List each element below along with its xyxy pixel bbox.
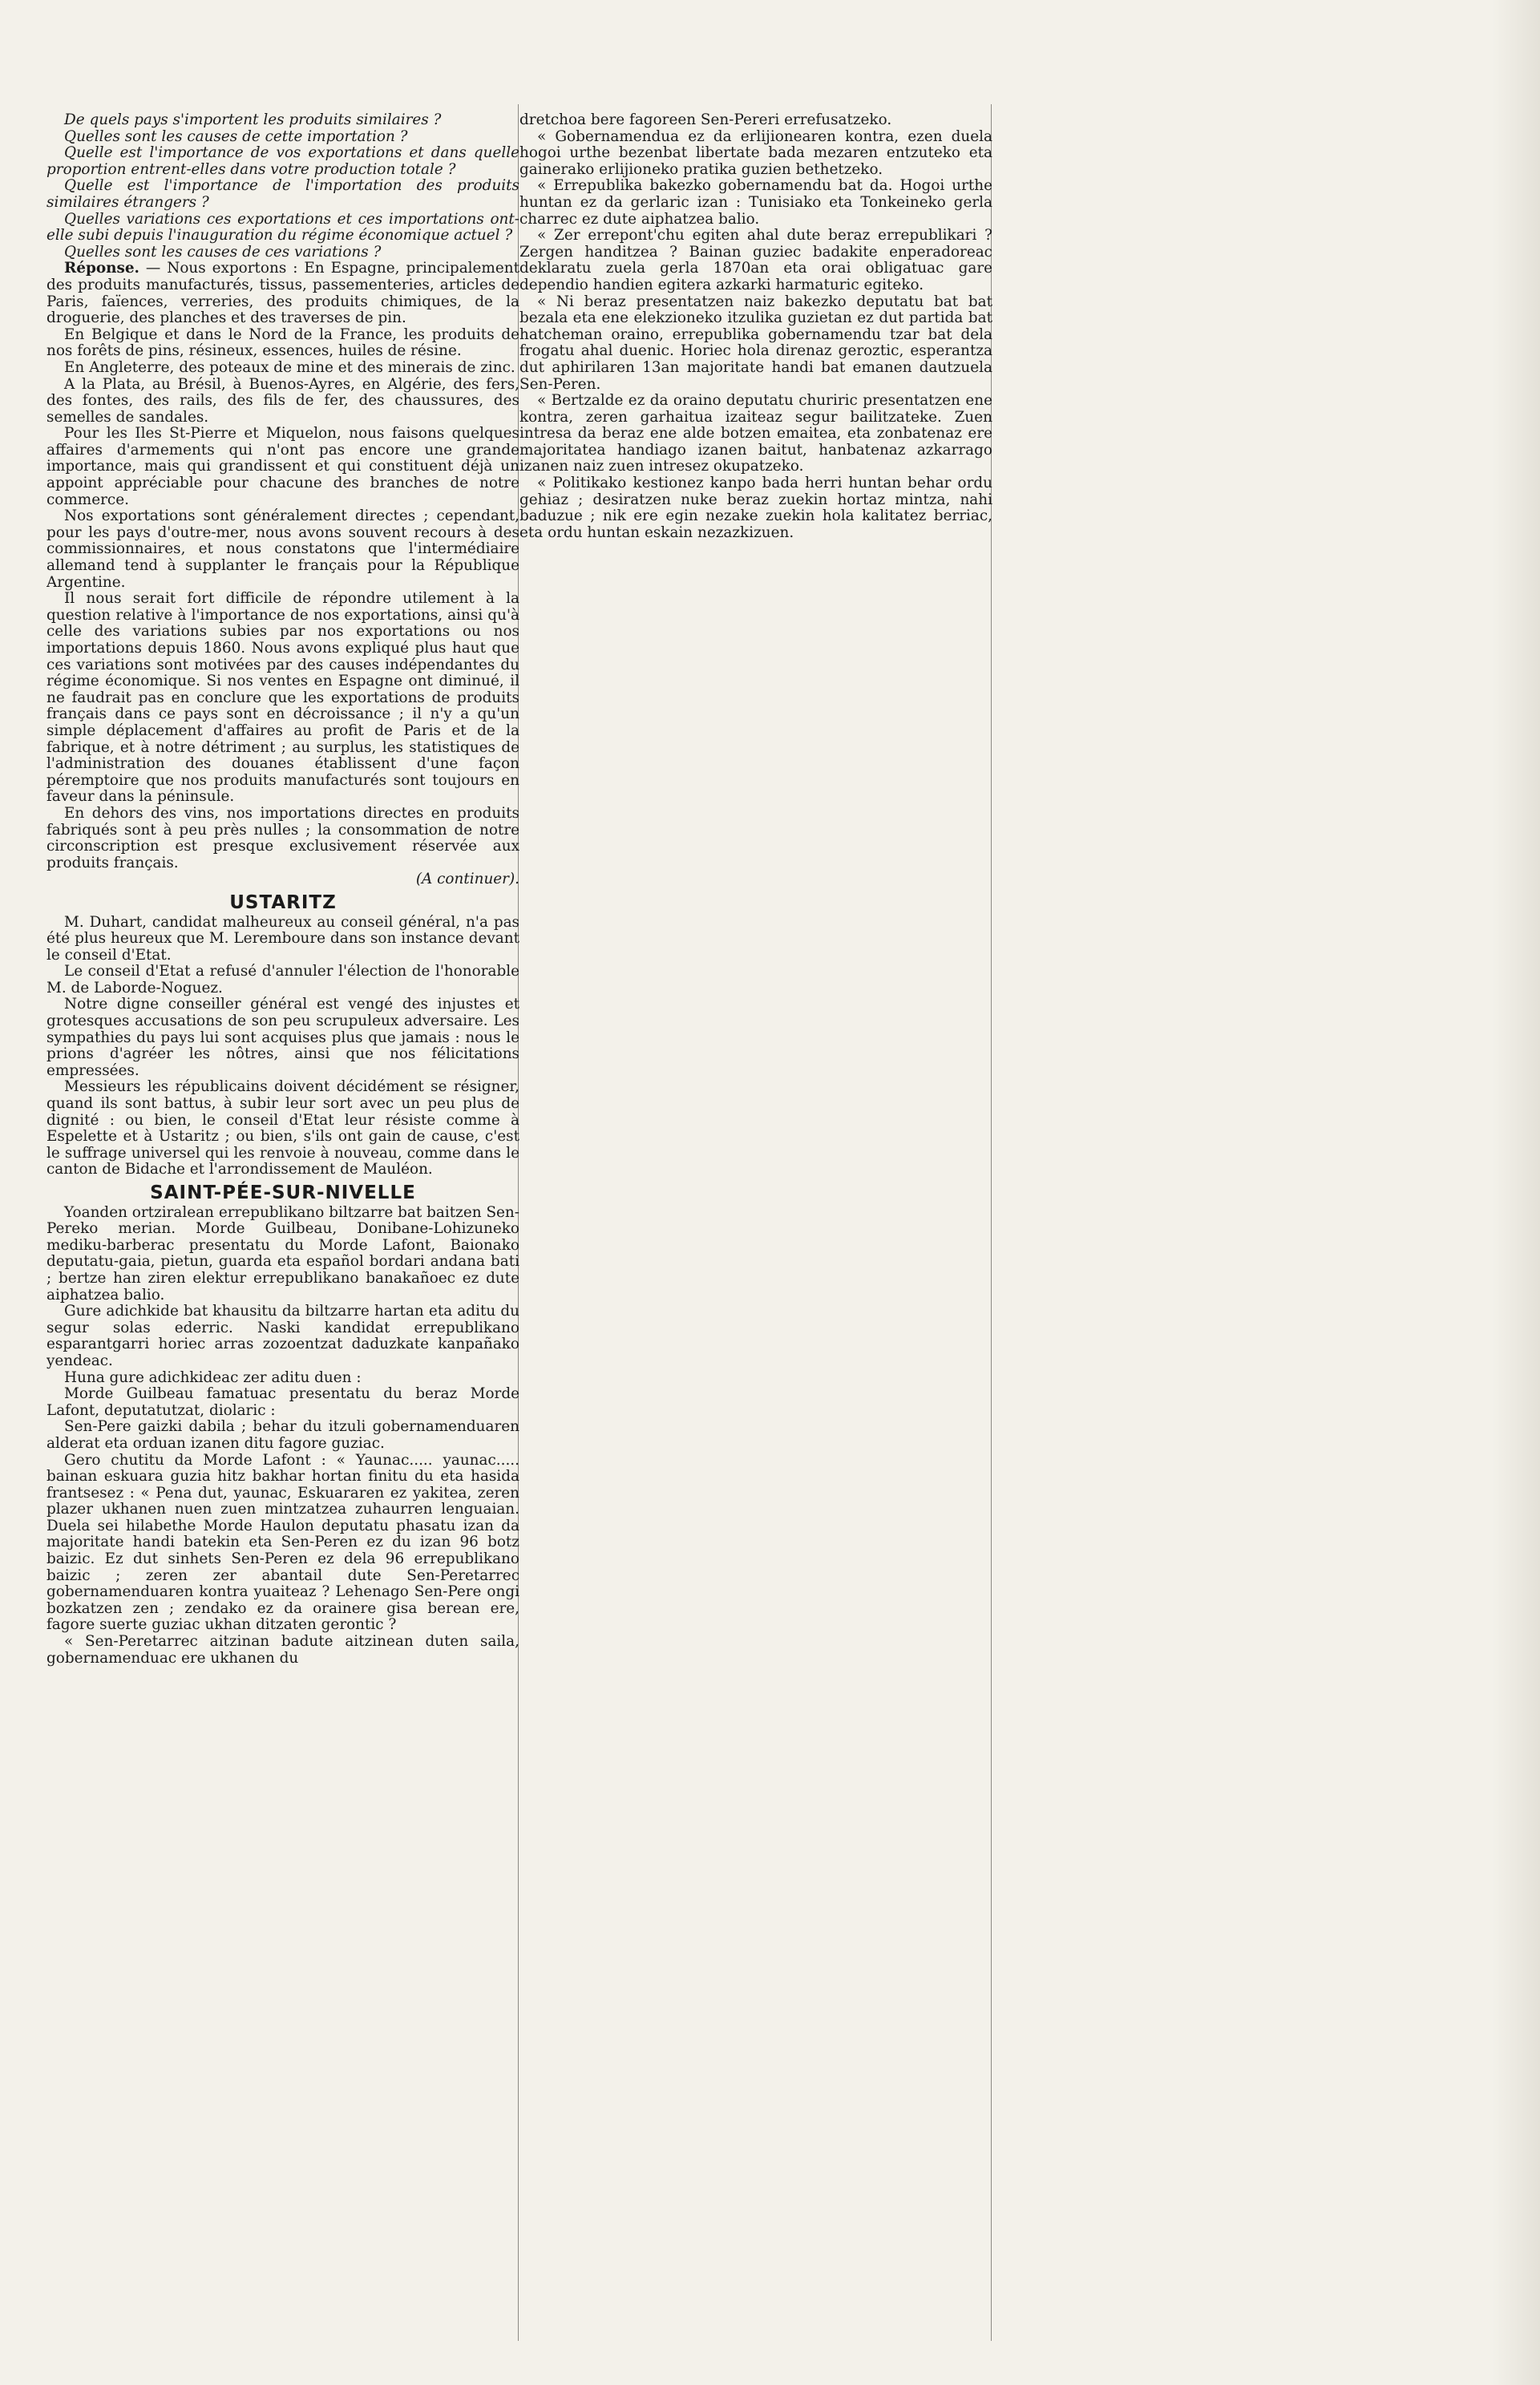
question-4: Quelle est l'importance de l'importation des produits similaires étrangers ? (46, 177, 519, 211)
stpee-paragraph-7: « Sen-Peretarrec aitzinan badute aitzinean duten saila, gobernamenduac ere ukhanen du (46, 1633, 519, 1667)
question-2: Quelles sont les causes de cette importation ? (64, 127, 408, 145)
reponse-label: Réponse. (64, 260, 139, 277)
stpee-paragraph-2: Gure adichkide bat khausitu da biltzarre hartan eta aditu du segur solas ederric. Naski kandidat errepublikano esparantgarri horiec arras zozoentzat daduzkate kanpañako yendeac. (46, 1303, 519, 1369)
stpee-paragraph-5: Sen-Pere gaizki dabila ; behar du itzuli gobernamenduaren alderat eta orduan izanen ditu fagore guziac. (46, 1418, 519, 1452)
body-paragraph-4: Pour les Iles St-Pierre et Miquelon, nous faisons quelques affaires d'armements qui n'ont pas encore une grande importance, mais qui grandissent et qui constituent déjà un appoint appréciable pour chacune des branches de notre commerce. (46, 425, 519, 508)
body-paragraph-2: En Angleterre, des poteaux de mine et des minerais de zinc. (64, 358, 515, 376)
col2-paragraph-2: « Gobernamendua ez da erlijionearen kontra, ezen duela hogoi urthe bezenbat libertate bada mezaren entzuteko eta gainerako erlijioneko pratika guzien bethetzeko. (519, 127, 992, 178)
body-paragraph-1: En Belgique et dans le Nord de la France, les produits de nos forêts de pins, résineux, essences, huiles de résine. (46, 325, 519, 360)
page-edge-shadow (1492, 0, 1540, 2385)
column-2 (519, 112, 992, 2329)
continuer-note: (A continuer). (415, 871, 519, 888)
stpee-paragraph-6: Gero chutitu da Morde Lafont : « Yaunac..... yaunac..... bainan eskuara guzia hitz bakhar hortan finitu du eta hasida frantsesez : « Pena dut, yaunac, Eskuararen ez yakitea, zeren plazer ukhanen nuen zuen mintzatzea zuhaurren lenguaian. Duela sei hilabethe Morde Haulon deputatu phasatu izan da majoritate handi batekin eta Sen-Peren ez du izan 96 botz baizic. Ez dut sinhets Sen-Peren ez dela 96 errepublikano baizic ; zeren zer abantail dute Sen-Peretarrec gobernamenduaren kontra yuaiteaz ? Lehenago Sen-Pere ongi bozkatzen zen ; zendako ez da orainere gisa berean ere, fagore suerte guziac ukhan ditzaten gerontic ? (46, 1451, 519, 1634)
col2-paragraph-1: dretchoa bere fagoreen Sen-Pereri errefusatzeko. (519, 112, 892, 128)
stpee-paragraph-1: Yoanden ortziralean errepublikano biltzarre bat baitzen Sen-Pereko merian. Morde Guilbeau, Donibane-Lohizuneko mediku-barberac presentatu du Morde Lafont, Baionako deputatu-gaia, pietun, guarda eta español bordari andana bati ; bertze han ziren elektur errepublikano banakañoec ez dute aiphatzea balio. (46, 1203, 519, 1304)
col2-paragraph-4: « Zer errepont'chu egiten ahal dute beraz errepublikari ? Zergen handitzea ? Bainan guziec badakite enperadoreac deklaratu zuela gerla 1870an eta orai obligatuac gare dependio handien egitera azkarki harmaturic egiteko. (519, 227, 992, 293)
reponse-text: — Nous exportons : En Espagne, principalement des produits manufacturés, tissus, passementeries, articles de Paris, faïences, verreries, des produits chimiques, de la droguerie, des planches et des traverses de pin. (46, 260, 519, 327)
ustaritz-paragraph-2: Le conseil d'Etat a refusé d'annuler l'élection de l'honorable M. de Laborde-Noguez. (46, 963, 519, 996)
col2-paragraph-3: « Errepublika bakezko gobernamendu bat da. Hogoi urthe huntan ez da gerlaric izan : Tunisiako eta Tonkeineko gerla charrec ez dute aiphatzea balio. (519, 177, 992, 228)
question-6: Quelles sont les causes de ces variations ? (64, 243, 382, 261)
body-paragraph-7: En dehors des vins, nos importations directes en produits fabriqués sont à peu près nulles ; la consommation de notre circonscription est presque exclusivement réservée aux produits français. (46, 804, 519, 871)
body-paragraph-6: Il nous serait fort difficile de répondre utilement à la question relative à l'importance de nos exportations, ainsi qu'à celle des variations subies par nos exportations ou nos importations depuis 1860. Nous avons expliqué plus haut que ces variations sont motivées par des causes indépendantes du régime économique. Si nos ventes en Espagne ont diminué, il ne faudrait pas en conclure que les exportations de produits français dans ce pays sont en décroissance ; il n'y a qu'un simple déplacement d'affaires au profit de Paris et de la fabrique, et à notre détriment ; au surplus, les statistiques de l'administration des douanes établissent d'une façon péremptoire que nos produits manufacturés sont toujours en faveur dans la péninsule. (46, 590, 519, 806)
col2-paragraph-5: « Ni beraz presentatzen naiz bakezko deputatu bat bat bezala eta ene elekzioneko itzulika guzietan ez dut partida bat hatcheman oraino, errepublika gobernamendu tzar bat dela frogatu ahal duenic. Horiec hola direnaz geroztic, esperantza dut aphirilaren 13an majoritate handi bat emanen dautzuela Sen-Peren. (519, 293, 992, 393)
ustaritz-heading: USTARITZ (229, 891, 337, 913)
col2-paragraph-6: « Bertzalde ez da oraino deputatu churiric presentatzen ene kontra, zeren garhaitua izaiteaz segur bailitzateke. Zuen intresa da beraz ene alde botzen emaitea, eta zonbatenaz ere majoritatea handiago izanen baitut, hanbatenaz azkarrago izanen naiz zuen intresez okupatzeko. (519, 392, 992, 475)
ustaritz-paragraph-4: Messieurs les républicains doivent décidément se résigner, quand ils sont battus, à subir leur sort avec un peu plus de dignité : ou bien, le conseil d'Etat leur résiste comme à Espelette et à Ustaritz ; ou bien, s'ils ont gain de cause, c'est le suffrage universel qui les renvoie à nouveau, comme dans le canton de Bidache et l'arrondissement de Mauléon. (46, 1078, 519, 1178)
col2-paragraph-7: « Politikako kestionez kanpo bada herri huntan behar ordu gehiaz ; desiratzen nuke beraz zuekin hortaz mintza, nahi baduzue ; nik ere egin nezake zuekin hola kalitatez berriac, eta ordu huntan eskain nezazkizuen. (519, 475, 992, 541)
body-paragraph-3: A la Plata, au Brésil, à Buenos-Ayres, en Algérie, des fers, des fontes, des rails, des fils de fer, des chaussures, des semelles de sandales. (46, 375, 519, 426)
question-5: Quelles variations ces exportations et ces importations ont-elle subi depuis l'inauguration du régime économique actuel ? (46, 210, 519, 245)
stpee-heading: SAINT-PÉE-SUR-NIVELLE (150, 1182, 416, 1203)
column-3 (992, 112, 1473, 2329)
ustaritz-paragraph-1: M. Duhart, candidat malheureux au conseil général, n'a pas été plus heureux que M. Leremboure dans son instance devant le conseil d'Etat. (46, 913, 519, 964)
column-1 (46, 112, 519, 2329)
ustaritz-paragraph-3: Notre digne conseiller général est vengé des injustes et grotesques accusations de son peu scrupuleux adversaire. Les sympathies du pays lui sont acquises plus que jamais : nous le prions d'agréer les nôtres, ainsi que nos félicitations empressées. (46, 996, 519, 1079)
question-3: Quelle est l'importance de vos exportations et dans quelle proportion entrent-elles dans votre production totale ? (46, 144, 519, 178)
reponse-paragraph (46, 261, 519, 326)
stpee-paragraph-3: Huna gure adichkideac zer aditu duen : (64, 1368, 362, 1386)
body-paragraph-5: Nos exportations sont généralement directes ; cependant, pour les pays d'outre-mer, nous avons souvent recours à des commissionnaires, et nous constatons que l'intermédiaire allemand tend à supplanter le français pour la République Argentine. (46, 507, 519, 591)
stpee-paragraph-4: Morde Guilbeau famatuac presentatu du beraz Morde Lafont, deputatutzat, diolaric : (46, 1385, 519, 1419)
question-1: De quels pays s'importent les produits similaires ? (64, 112, 442, 128)
